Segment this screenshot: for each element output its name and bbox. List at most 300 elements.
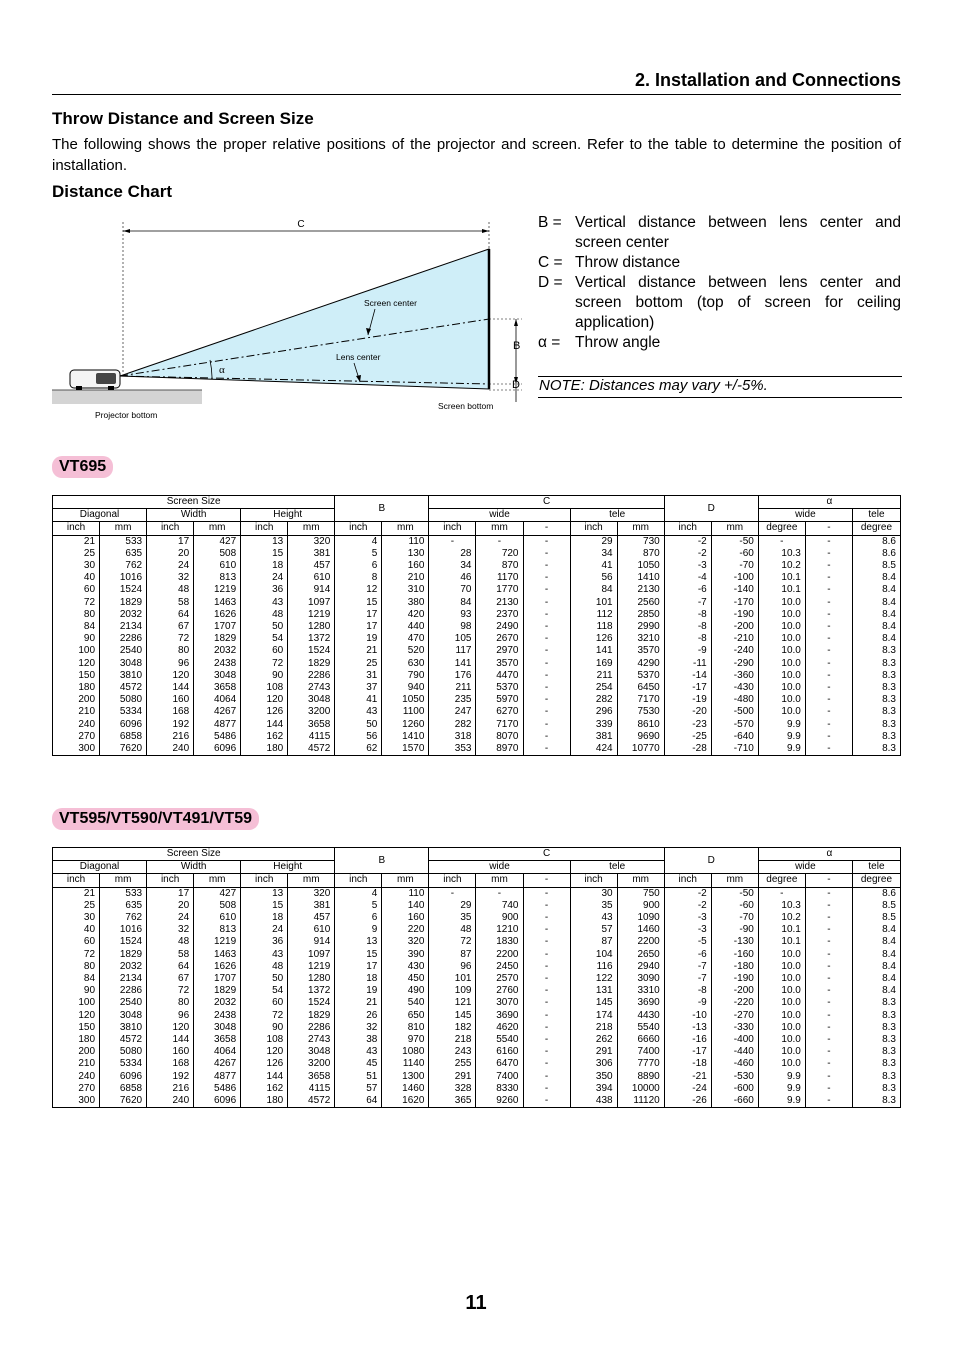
table-row — [53, 572, 901, 584]
table-row — [53, 609, 901, 621]
table-cell: 10.0 — [758, 1010, 805, 1022]
header-unit: degree — [852, 522, 900, 535]
table-cell: 58 — [147, 597, 194, 609]
table-cell: 31 — [335, 670, 382, 682]
table-cell: 192 — [147, 1071, 194, 1083]
table-cell: - — [523, 560, 570, 572]
table-cell: 25 — [335, 658, 382, 670]
table-cell: 72 — [53, 597, 100, 609]
table-cell: -90 — [711, 924, 758, 936]
table-cell: 37 — [335, 682, 382, 694]
table-cell: 3810 — [100, 1022, 147, 1034]
table-cell: 870 — [476, 560, 523, 572]
table-cell: 168 — [147, 706, 194, 718]
table-cell: - — [523, 924, 570, 936]
header-height: Height — [241, 509, 335, 522]
table-cell: -8 — [664, 985, 711, 997]
table-cell: -290 — [711, 658, 758, 670]
table-cell: 10.0 — [758, 1046, 805, 1058]
table-cell: 8.4 — [852, 572, 900, 584]
table-cell: 41 — [570, 560, 617, 572]
table-cell: 381 — [288, 900, 335, 912]
table-cell: 169 — [570, 658, 617, 670]
table-cell: 101 — [570, 597, 617, 609]
table-cell: 9.9 — [758, 731, 805, 743]
table-cell: 8.4 — [852, 584, 900, 596]
table-cell: 145 — [570, 997, 617, 1009]
table-cell: 8.3 — [852, 1034, 900, 1046]
table-cell: 218 — [570, 1022, 617, 1034]
table-cell: 17 — [147, 535, 194, 548]
table-cell: 750 — [617, 887, 664, 900]
table-cell: 17 — [147, 887, 194, 900]
table-cell: 8.4 — [852, 985, 900, 997]
table-cell: 762 — [100, 560, 147, 572]
table-cell: 2650 — [617, 949, 664, 961]
table-cell: 40 — [53, 924, 100, 936]
table-cell: 255 — [429, 1058, 476, 1070]
table-cell: 6660 — [617, 1034, 664, 1046]
table-cell: 80 — [53, 961, 100, 973]
table-cell: 120 — [147, 1022, 194, 1034]
legend-d — [538, 273, 901, 333]
table-cell: -70 — [711, 912, 758, 924]
table-cell: 25 — [53, 548, 100, 560]
table-cell: 2743 — [288, 1034, 335, 1046]
table-cell: 50 — [335, 719, 382, 731]
table-cell: 320 — [288, 535, 335, 548]
table-cell: 6096 — [194, 1095, 241, 1108]
table-cell: -210 — [711, 633, 758, 645]
table-cell: 28 — [429, 548, 476, 560]
table-row — [53, 706, 901, 718]
table-cell: - — [523, 731, 570, 743]
table-cell: 8.4 — [852, 633, 900, 645]
table-cell: 84 — [570, 584, 617, 596]
table-cell: 200 — [53, 694, 100, 706]
table-cell: 2990 — [617, 621, 664, 633]
table-cell: 424 — [570, 743, 617, 756]
table-cell: 282 — [570, 694, 617, 706]
table-cell: 2032 — [100, 961, 147, 973]
table-cell: 21 — [53, 535, 100, 548]
table-cell: 5486 — [194, 1083, 241, 1095]
table-cell: 1524 — [100, 936, 147, 948]
table-row — [53, 560, 901, 572]
table-cell: 72 — [429, 936, 476, 948]
table-cell: 427 — [194, 535, 241, 548]
table-cell: 3048 — [288, 1046, 335, 1058]
header-unit: mm — [476, 874, 523, 887]
table-cell: 3048 — [288, 694, 335, 706]
table-cell: 3658 — [288, 719, 335, 731]
table-cell: -170 — [711, 597, 758, 609]
table-cell: 235 — [429, 694, 476, 706]
table-cell: 29 — [429, 900, 476, 912]
table-cell: 2032 — [194, 997, 241, 1009]
table-cell: 3200 — [288, 1058, 335, 1070]
table-cell: -2 — [664, 548, 711, 560]
table-cell: - — [523, 694, 570, 706]
table-cell: 64 — [335, 1095, 382, 1108]
table-cell: -8 — [664, 609, 711, 621]
table-cell: - — [523, 548, 570, 560]
header-unit: - — [805, 874, 852, 887]
table-cell: -7 — [664, 961, 711, 973]
table-cell: 9.9 — [758, 743, 805, 756]
table-cell: - — [523, 743, 570, 756]
table-cell: - — [523, 936, 570, 948]
table-cell: 117 — [429, 645, 476, 657]
header-unit: inch — [241, 522, 288, 535]
table-cell: -5 — [664, 936, 711, 948]
table-cell: 457 — [288, 560, 335, 572]
table-cell: 650 — [382, 1010, 429, 1022]
table-cell: 67 — [147, 621, 194, 633]
table-cell: 36 — [241, 936, 288, 948]
distance-table-vt595 — [52, 847, 901, 1108]
table-cell: - — [805, 1046, 852, 1058]
table-cell: 96 — [147, 1010, 194, 1022]
table-cell: - — [523, 584, 570, 596]
table-cell: -8 — [664, 621, 711, 633]
table-cell: 29 — [570, 535, 617, 548]
table-cell: 90 — [53, 985, 100, 997]
table-cell: 900 — [476, 912, 523, 924]
table-cell: 3048 — [194, 1022, 241, 1034]
table-cell: 394 — [570, 1083, 617, 1095]
table-row — [53, 584, 901, 596]
model-badge-vt695: VT695 — [52, 456, 113, 478]
table-cell: 5 — [335, 900, 382, 912]
table-cell: -60 — [711, 900, 758, 912]
header-unit: mm — [382, 522, 429, 535]
table-row — [53, 973, 901, 985]
table-cell: 440 — [382, 621, 429, 633]
table-cell: 8.4 — [852, 949, 900, 961]
header-c-wide: wide — [429, 861, 570, 874]
table-cell: 8.5 — [852, 912, 900, 924]
table-cell: 1016 — [100, 572, 147, 584]
table-cell: 610 — [194, 912, 241, 924]
header-width: Width — [147, 861, 241, 874]
table-row — [53, 912, 901, 924]
table-cell: 262 — [570, 1034, 617, 1046]
table-cell: -130 — [711, 936, 758, 948]
table-cell: 7530 — [617, 706, 664, 718]
table-cell: 320 — [382, 936, 429, 948]
table-cell: 43 — [335, 706, 382, 718]
table-cell: 126 — [241, 706, 288, 718]
table-cell: 8.3 — [852, 1010, 900, 1022]
table-row — [53, 985, 901, 997]
table-cell: 5540 — [617, 1022, 664, 1034]
table-cell: 34 — [570, 548, 617, 560]
table-cell: 1050 — [617, 560, 664, 572]
table-cell: 2032 — [194, 645, 241, 657]
table-cell: 120 — [241, 694, 288, 706]
table-row — [53, 1010, 901, 1022]
table-cell: 10000 — [617, 1083, 664, 1095]
table-cell: 8.5 — [852, 900, 900, 912]
table-cell: 6 — [335, 560, 382, 572]
table-cell: - — [805, 985, 852, 997]
table-cell: 126 — [570, 633, 617, 645]
table-cell: 300 — [53, 1095, 100, 1108]
table-cell: - — [523, 682, 570, 694]
table-cell: 914 — [288, 584, 335, 596]
table-cell: 192 — [147, 719, 194, 731]
table-cell: 10.1 — [758, 936, 805, 948]
table-cell: 2032 — [100, 609, 147, 621]
table-cell: 4877 — [194, 1071, 241, 1083]
table-cell: - — [523, 597, 570, 609]
table-cell: 220 — [382, 924, 429, 936]
table-cell: -190 — [711, 609, 758, 621]
table-cell: -480 — [711, 694, 758, 706]
table-cell: 96 — [429, 961, 476, 973]
table-cell: 4572 — [100, 682, 147, 694]
table-cell: 870 — [617, 548, 664, 560]
table-cell: 121 — [429, 997, 476, 1009]
table-cell: 970 — [382, 1034, 429, 1046]
table-cell: 2134 — [100, 973, 147, 985]
table-row — [53, 949, 901, 961]
table-cell: 813 — [194, 924, 241, 936]
table-cell: - — [523, 719, 570, 731]
table-cell: 160 — [147, 694, 194, 706]
header-alpha-tele: tele — [852, 861, 900, 874]
table-cell: - — [523, 1022, 570, 1034]
table-cell: - — [805, 621, 852, 633]
table-cell: 8.5 — [852, 560, 900, 572]
table-cell: 108 — [241, 1034, 288, 1046]
table-cell: 450 — [382, 973, 429, 985]
table-cell: 216 — [147, 1083, 194, 1095]
table-cell: 318 — [429, 731, 476, 743]
table-cell: 8.3 — [852, 1071, 900, 1083]
header-b: B — [335, 848, 429, 874]
table-cell: 5540 — [476, 1034, 523, 1046]
table-cell: 1829 — [194, 985, 241, 997]
table-cell: 57 — [335, 1083, 382, 1095]
table-cell: 240 — [147, 1095, 194, 1108]
table-cell: 174 — [570, 1010, 617, 1022]
table-cell: 3048 — [194, 670, 241, 682]
alpha-label: α — [219, 364, 225, 376]
legend-c — [538, 253, 901, 273]
table-cell: 17 — [335, 621, 382, 633]
table-cell: 1830 — [476, 936, 523, 948]
section-divider — [52, 94, 901, 95]
table-cell: 470 — [382, 633, 429, 645]
table-cell: 13 — [335, 936, 382, 948]
table-cell: 2540 — [100, 997, 147, 1009]
table-cell: 2970 — [476, 645, 523, 657]
table-cell: - — [523, 997, 570, 1009]
header-c-tele: tele — [570, 861, 664, 874]
table-cell: 43 — [570, 912, 617, 924]
table-cell: 306 — [570, 1058, 617, 1070]
table-cell: 1460 — [382, 1083, 429, 1095]
table-cell: 21 — [335, 997, 382, 1009]
table-cell: 1219 — [194, 584, 241, 596]
table-cell: - — [805, 949, 852, 961]
table-cell: 20 — [147, 900, 194, 912]
table-row — [53, 694, 901, 706]
table-cell: 10.0 — [758, 694, 805, 706]
header-b: B — [335, 496, 429, 522]
table-cell: - — [523, 949, 570, 961]
table-cell: 8890 — [617, 1071, 664, 1083]
table-cell: 162 — [241, 731, 288, 743]
diagram-legend — [538, 213, 901, 353]
table-cell: 2200 — [617, 936, 664, 948]
table-cell: 8.3 — [852, 645, 900, 657]
table-cell: 80 — [53, 609, 100, 621]
projector-icon — [70, 370, 120, 390]
table-cell: 6270 — [476, 706, 523, 718]
table-cell: -530 — [711, 1071, 758, 1083]
table-cell: 101 — [429, 973, 476, 985]
table-cell: 162 — [241, 1083, 288, 1095]
table-cell: 6096 — [100, 1071, 147, 1083]
table-cell: -220 — [711, 997, 758, 1009]
table-cell: 72 — [241, 658, 288, 670]
table-row — [53, 1095, 901, 1108]
table-cell: 40 — [53, 572, 100, 584]
header-c-tele: tele — [570, 509, 664, 522]
table-cell: 10.0 — [758, 645, 805, 657]
table-cell: 105 — [429, 633, 476, 645]
c-label: C — [297, 219, 305, 230]
table-cell: 7170 — [617, 694, 664, 706]
table-cell: - — [523, 1046, 570, 1058]
table-cell: 1300 — [382, 1071, 429, 1083]
table-cell: 130 — [382, 548, 429, 560]
table-row — [53, 621, 901, 633]
table-cell: 6450 — [617, 682, 664, 694]
table-cell: 8.6 — [852, 535, 900, 548]
table-cell: 6096 — [194, 743, 241, 756]
table-cell: 2570 — [476, 973, 523, 985]
table-cell: 110 — [382, 887, 429, 900]
table-cell: 24 — [147, 560, 194, 572]
table-cell: 46 — [429, 572, 476, 584]
table-cell: 216 — [147, 731, 194, 743]
table-cell: -17 — [664, 1046, 711, 1058]
table-cell: 8.3 — [852, 1046, 900, 1058]
table-cell: - — [758, 535, 805, 548]
table-cell: 4115 — [288, 1083, 335, 1095]
table-cell: 30 — [53, 912, 100, 924]
table-cell: - — [805, 924, 852, 936]
table-cell: 24 — [147, 912, 194, 924]
table-cell: 8.3 — [852, 1095, 900, 1108]
table-cell: 9.9 — [758, 1095, 805, 1108]
table-cell: 1280 — [288, 973, 335, 985]
header-unit: inch — [147, 874, 194, 887]
table-cell: 8.4 — [852, 597, 900, 609]
table-cell: 43 — [335, 1046, 382, 1058]
table-cell: -6 — [664, 949, 711, 961]
table-cell: 300 — [53, 743, 100, 756]
table-cell: 10.0 — [758, 1058, 805, 1070]
table-cell: -23 — [664, 719, 711, 731]
table-cell: 1620 — [382, 1095, 429, 1108]
table-cell: - — [805, 584, 852, 596]
table-cell: 145 — [429, 1010, 476, 1022]
table-cell: -3 — [664, 924, 711, 936]
table-cell: 914 — [288, 936, 335, 948]
header-unit: mm — [476, 522, 523, 535]
table-cell: 104 — [570, 949, 617, 961]
table-cell: 282 — [429, 719, 476, 731]
table-cell: 6 — [335, 912, 382, 924]
table-cell: 2286 — [288, 670, 335, 682]
table-cell: 120 — [241, 1046, 288, 1058]
table-cell: - — [429, 887, 476, 900]
header-unit: mm — [617, 522, 664, 535]
table-cell: 1280 — [288, 621, 335, 633]
table-cell: 7170 — [476, 719, 523, 731]
header-unit: degree — [758, 874, 805, 887]
table-cell: 144 — [241, 719, 288, 731]
table-cell: 116 — [570, 961, 617, 973]
table-cell: 813 — [194, 572, 241, 584]
table-cell: 4620 — [476, 1022, 523, 1034]
table-cell: 533 — [100, 535, 147, 548]
table-cell: 180 — [241, 1095, 288, 1108]
table-cell: 2540 — [100, 645, 147, 657]
table-cell: 610 — [194, 560, 241, 572]
table-cell: 8.3 — [852, 743, 900, 756]
table-row — [53, 743, 901, 756]
table-cell: 2450 — [476, 961, 523, 973]
table-cell: 1829 — [100, 597, 147, 609]
table-cell: 940 — [382, 682, 429, 694]
table-row — [53, 1083, 901, 1095]
table-cell: 8.3 — [852, 719, 900, 731]
table-cell: 141 — [570, 645, 617, 657]
table-cell: 4290 — [617, 658, 664, 670]
table-cell: 84 — [53, 973, 100, 985]
table-cell: 427 — [194, 887, 241, 900]
table-cell: 90 — [241, 1022, 288, 1034]
table-cell: 87 — [570, 936, 617, 948]
table-cell: 144 — [241, 1071, 288, 1083]
table-cell: 24 — [241, 572, 288, 584]
table-cell: - — [523, 985, 570, 997]
table-cell: 2760 — [476, 985, 523, 997]
legend-text-b: Vertical distance between lens center and screen center — [575, 214, 901, 251]
table-cell: -140 — [711, 584, 758, 596]
table-cell: 180 — [53, 682, 100, 694]
table-row — [53, 731, 901, 743]
table-cell: 610 — [288, 572, 335, 584]
table-cell: 3690 — [617, 997, 664, 1009]
header-c-wide: wide — [429, 509, 570, 522]
table-row — [53, 670, 901, 682]
table-cell: 35 — [570, 900, 617, 912]
table-cell: 19 — [335, 985, 382, 997]
table-cell: 51 — [335, 1071, 382, 1083]
table-cell: -710 — [711, 743, 758, 756]
table-cell: 10.0 — [758, 609, 805, 621]
table-cell: 24 — [241, 924, 288, 936]
header-unit: inch — [335, 874, 382, 887]
table-cell: - — [523, 887, 570, 900]
